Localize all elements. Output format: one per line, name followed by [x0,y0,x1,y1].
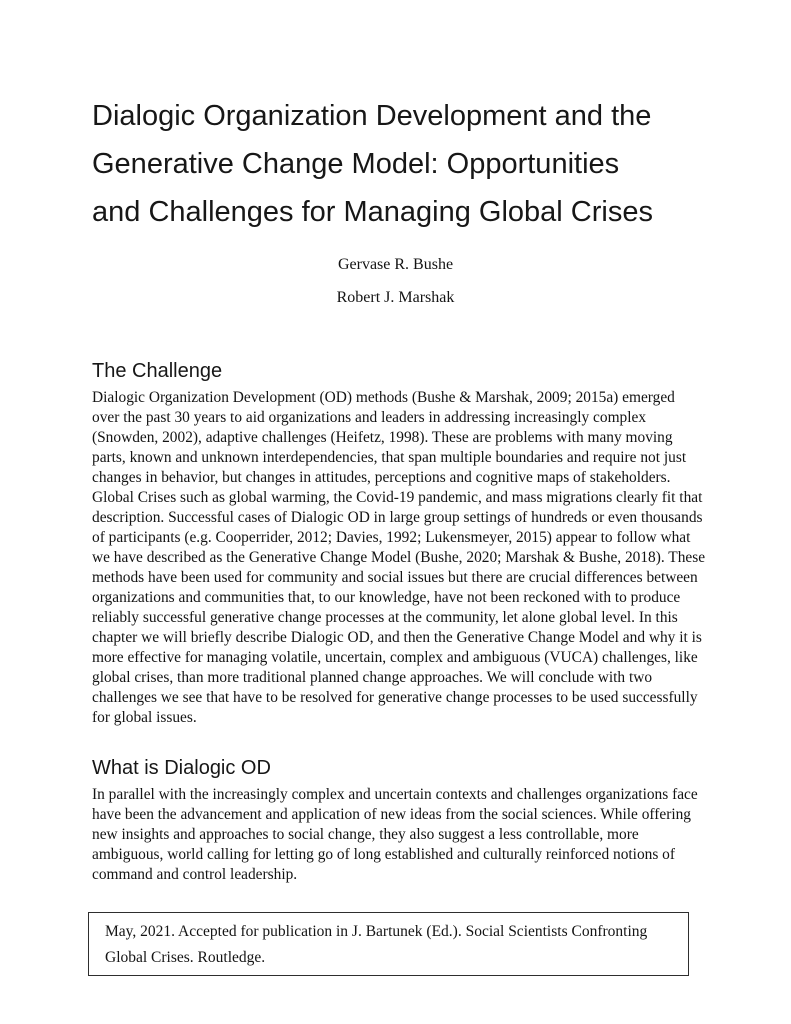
paper-title [92,92,752,236]
paper-title-line: Dialogic Organization Development and the [92,100,652,132]
section-heading: The Challenge [92,360,223,382]
publication-footnote-box [88,912,689,976]
author-name: Gervase R. Bushe [337,256,454,273]
section-what-is-dialogic-od [92,755,706,885]
section-heading: What is Dialogic OD [92,757,271,779]
section-the-challenge [92,358,706,728]
section-body: In parallel with the increasingly complex and uncertain contexts and challenges organizations face have been the advancement and application of new ideas from the social sciences. While offering new insights and approaches to social change, they also suggest a less controllable, more ambiguous, world calling for letting go of long established and culturally reinforced notions of command and control leadership. [92,786,698,883]
paper-title-line: and Challenges for Managing Global Crises [92,196,653,228]
author-list [0,255,791,308]
section-body: Dialogic Organization Development (OD) methods (Bushe & Marshak, 2009; 2015a) emerged over the past 30 years to aid organizations and leaders in addressing increasingly complex (Snowden, 2002), adaptive challenges (Heifetz, 1998). These are problems with many moving parts, known and unknown interdependencies, that span multiple boundaries and require not just changes in behavior, but changes in attitudes, perceptions and cognitive maps of stakeholders. Global Crises such as global warming, the Covid-19 pandemic, and mass migrations clearly fit that description. Successful cases of Dialogic OD in large group settings of hundreds or even thousands of participants (e.g. Cooperrider, 2012; Davies, 1992; Lukensmeyer, 2015) appear to follow what we have described as the Generative Change Model (Bushe, 2020; Marshak & Bushe, 2018). These methods have been used for community and social issues but there are crucial differences between organizations and communities that, to our knowledge, have not been reckoned with to produce reliably successful generative change processes at the community, let alone global level. In this chapter we will briefly describe Dialogic OD, and then the Generative Change Model and why it is more effective for managing volatile, uncertain, complex and ambiguous (VUCA) challenges, like global crises, than more traditional planned change approaches. We will conclude with two challenges we see that have to be resolved for generative change processes to be used successfully for global issues. [92,389,706,726]
author-name: Robert J. Marshak [336,289,455,306]
paper-title-line: Generative Change Model: Opportunities [92,148,620,180]
publication-footnote-text: May, 2021. Accepted for publication in J. Bartunek (Ed.). Social Scientists Confronting Global Crises. Routledge. [105,923,648,966]
